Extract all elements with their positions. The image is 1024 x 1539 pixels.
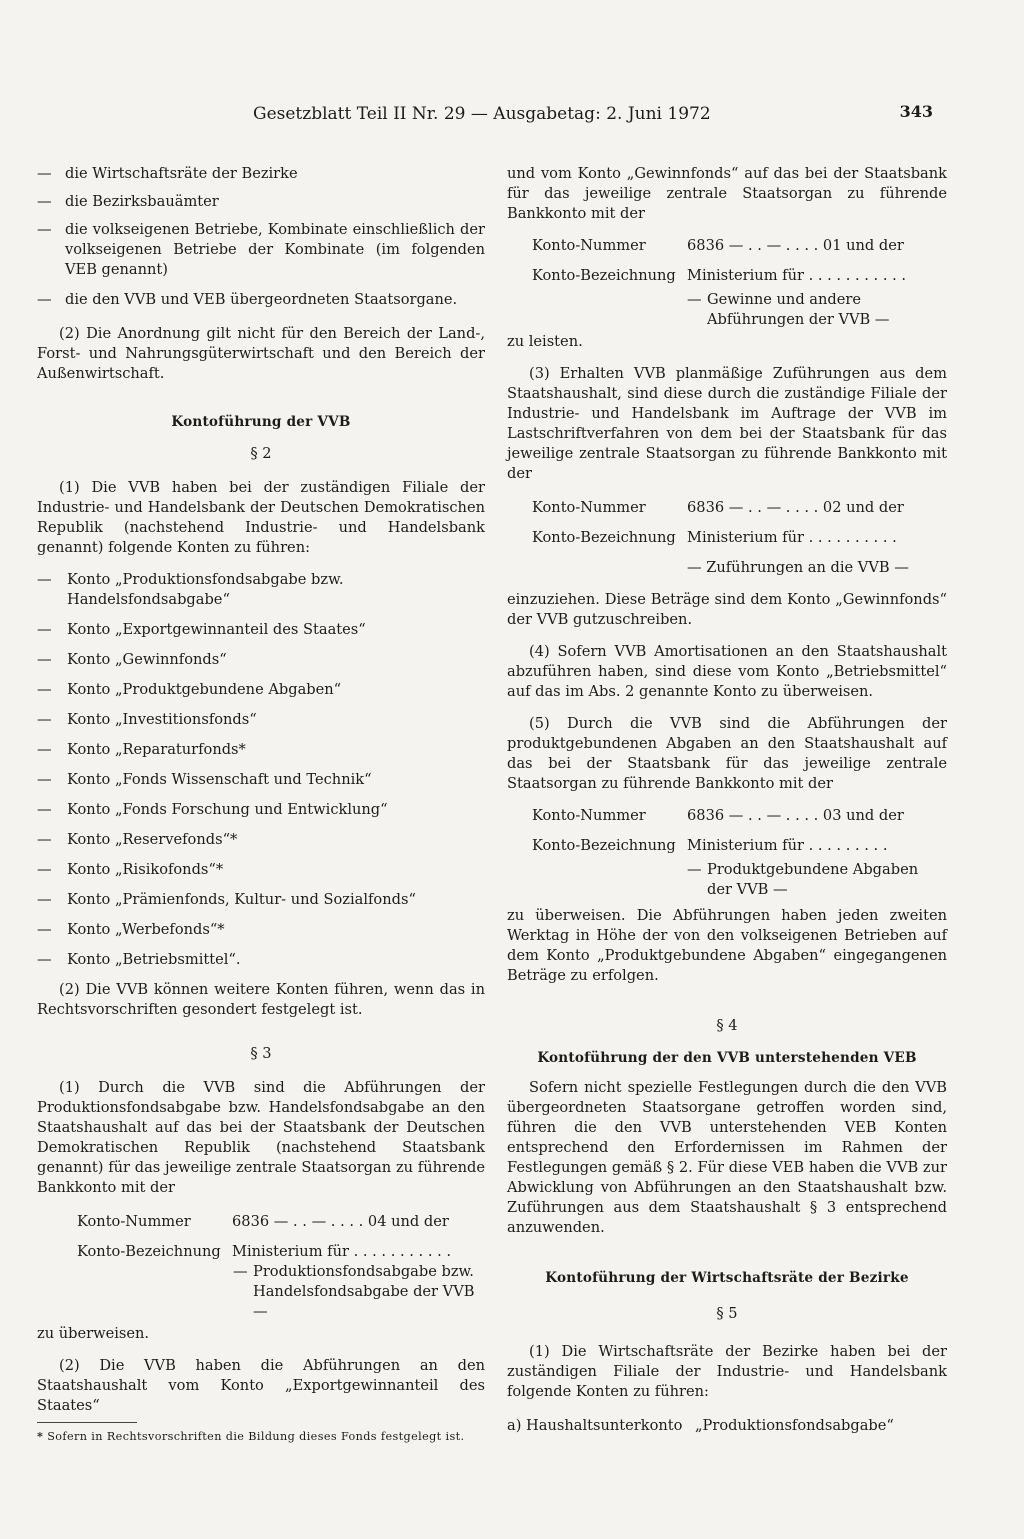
paragraph: und vom Konto „Gewinnfonds“ auf das bei der Staatsbank für das jeweilige zentrale Staatsorgan zu führende Bankkonto mit der bbox=[507, 165, 947, 222]
konto-nummer-row: Konto-Nummer 6836 — . . — . . . . 04 und der bbox=[77, 1213, 449, 1230]
list-item: — Konto „Betriebsmittel“. bbox=[37, 951, 241, 968]
paragraph: (1) Durch die VVB sind die Abführungen der Produktionsfondsabgabe bzw. Handelsfondsabgabe an den Staatshaushalt auf das bei der Staatsbank der Deutschen Demokratischen Republik (nachstehend Staatsbank genannt) für das jeweilige zentrale Staatsorgan zu führende Bankkonto mit der bbox=[37, 1079, 485, 1196]
section-number: § 2 bbox=[250, 445, 272, 462]
section-heading: Kontoführung der den VVB unterstehenden VEB bbox=[537, 1050, 917, 1066]
konto-bezeichnung-detail: — Zuführungen an die VVB — bbox=[687, 559, 909, 576]
list-item: — Konto „Exportgewinnanteil des Staates“ bbox=[37, 621, 366, 638]
paragraph: zu leisten. bbox=[507, 333, 583, 350]
right-column bbox=[507, 164, 947, 1436]
list-item: — Konto „Reparaturfonds* bbox=[37, 741, 246, 758]
list-item: — Konto „Reservefonds“* bbox=[37, 831, 238, 848]
konto-bezeichnung-detail: — Gewinne und andere Abführungen der VVB — bbox=[687, 291, 890, 328]
paragraph: (1) Die VVB haben bei der zuständigen Filiale der Industrie- und Handelsbank der Deutschen Demokratischen Republik (nachstehend Industrie- und Handelsbank genannt) folgende Konten zu führen: bbox=[37, 479, 485, 556]
list-item: — die Bezirksbauämter bbox=[37, 193, 219, 210]
konto-nummer-row: Konto-Nummer 6836 — . . — . . . . 01 und der bbox=[532, 237, 904, 254]
list-item: — die volkseigenen Betriebe, Kombinate einschließlich der volkseigenen Betriebe der Kombinate (im folgenden VEB genannt) bbox=[37, 221, 485, 278]
list-item: — die den VVB und VEB übergeordneten Staatsorgane. bbox=[37, 291, 458, 308]
section-heading: Kontoführung der Wirtschaftsräte der Bezirke bbox=[545, 1270, 909, 1286]
section-number: § 3 bbox=[250, 1045, 272, 1062]
paragraph: (3) Erhalten VVB planmäßige Zuführungen aus dem Staatshaushalt, sind diese durch die zuständige Filiale der Industrie- und Handelsbank im Auftrage der VVB im Lastschriftverfahren von dem bei der Staatsbank für das jeweilige zentrale Staatsorgan zu führende Bankkonto mit der bbox=[507, 365, 947, 482]
konto-nummer-row: Konto-Nummer 6836 — . . — . . . . 02 und der bbox=[532, 499, 904, 516]
list-item: — Konto „Gewinnfonds“ bbox=[37, 651, 227, 668]
paragraph: (1) Die Wirtschaftsräte der Bezirke haben bei der zuständigen Filiale der Industrie- und Handelsbank folgende Konten zu führen: bbox=[507, 1343, 947, 1400]
konto-bezeichnung-row: Konto-Bezeichnung Ministerium für . . . . . . . . . . bbox=[532, 529, 897, 546]
konto-bezeichnung-detail: — Produktgebundene Abgaben der VVB — bbox=[687, 861, 919, 898]
section-heading: Kontoführung der VVB bbox=[171, 414, 351, 430]
paragraph: (2) Die Anordnung gilt nicht für den Bereich der Land-, Forst- und Nahrungsgüterwirtschaft und den Bereich der Außenwirtschaft. bbox=[37, 325, 485, 382]
paragraph: (4) Sofern VVB Amortisationen an den Staatshaushalt abzuführen haben, sind diese vom Konto „Betriebsmittel“ auf das im Abs. 2 genannte Konto zu überweisen. bbox=[507, 643, 947, 700]
paragraph: Sofern nicht spezielle Festlegungen durch die den VVB übergeordneten Staatsorgane getroffen worden sind, führen die den VVB unterstehenden VEB Konten entsprechend den Erfordernissen im Rahmen der Festlegungen gemäß § 2. Für diese VEB haben die VVB zur Abwicklung von Abführungen an den Staatshaushalt bzw. Zuführungen aus dem Staatshaushalt § 3 entsprechend anzuwenden. bbox=[507, 1079, 947, 1236]
list-item: — Konto „Fonds Forschung und Entwicklung“ bbox=[37, 801, 388, 818]
list-item: — Konto „Investitionsfonds“ bbox=[37, 711, 257, 728]
konto-nummer-row: Konto-Nummer 6836 — . . — . . . . 03 und der bbox=[532, 807, 904, 824]
list-item: — Konto „Fonds Wissenschaft und Technik“ bbox=[37, 771, 372, 788]
paragraph: zu überweisen. Die Abführungen haben jeden zweiten Werktag in Höhe der von den volkseigenen Betrieben auf dem Konto „Produktgebundene Abgaben“ eingegangenen Beträge zu erfolgen. bbox=[507, 907, 947, 984]
paragraph: (2) Die VVB haben die Abführungen an den Staatshaushalt vom Konto „Exportgewinnanteil des Staates“ bbox=[37, 1357, 485, 1414]
list-item: — Konto „Produktionsfondsabgabe bzw. Handelsfondsabgabe“ bbox=[37, 571, 344, 608]
konto-bezeichnung-row: Konto-Bezeichnung Ministerium für . . . . . . . . . . . bbox=[77, 1243, 452, 1260]
left-column bbox=[37, 164, 485, 1444]
paragraph: zu überweisen. bbox=[37, 1325, 150, 1342]
konto-bezeichnung-detail: — Produktionsfondsabgabe bzw. Handelsfondsabgabe der VVB — bbox=[233, 1263, 475, 1320]
paragraph: (5) Durch die VVB sind die Abführungen der produktgebundenen Abgaben an den Staatshaushalt auf das bei der Staatsbank für das jeweilige zentrale Staatsorgan zu führende Bankkonto mit der bbox=[507, 715, 947, 792]
list-item: — Konto „Prämienfonds, Kultur- und Sozialfonds“ bbox=[37, 891, 416, 908]
header-title: Gesetzblatt Teil II Nr. 29 — Ausgabetag: 2. Juni 1972 bbox=[253, 104, 711, 124]
footnote: * Sofern in Rechtsvorschriften die Bildung dieses Fonds festgelegt ist. bbox=[37, 1429, 465, 1443]
section-number: § 4 bbox=[716, 1017, 738, 1034]
paragraph: einzuziehen. Diese Beträge sind dem Konto „Gewinnfonds“ der VVB gutzuschreiben. bbox=[507, 591, 947, 628]
konto-list bbox=[37, 570, 485, 970]
konto-bezeichnung-row: Konto-Bezeichnung Ministerium für . . . . . . . . . bbox=[532, 837, 888, 854]
section-number: § 5 bbox=[716, 1305, 738, 1322]
paragraph: (2) Die VVB können weitere Konten führen, wenn das in Rechtsvorschriften gesondert festgelegt ist. bbox=[37, 981, 485, 1018]
dash-list bbox=[37, 164, 485, 310]
page-number: 343 bbox=[899, 102, 933, 121]
list-item: — Konto „Werbefonds“* bbox=[37, 921, 225, 938]
konto-bezeichnung-row: Konto-Bezeichnung Ministerium für . . . . . . . . . . . bbox=[532, 267, 907, 284]
list-item: — Konto „Produktgebundene Abgaben“ bbox=[37, 681, 342, 698]
footnote-rule bbox=[37, 1422, 137, 1423]
list-item: — die Wirtschaftsräte der Bezirke bbox=[37, 165, 298, 182]
list-item: — Konto „Risikofonds“* bbox=[37, 861, 224, 878]
list-item: a) Haushaltsunterkonto „Produktionsfondsabgabe“ bbox=[507, 1417, 894, 1434]
